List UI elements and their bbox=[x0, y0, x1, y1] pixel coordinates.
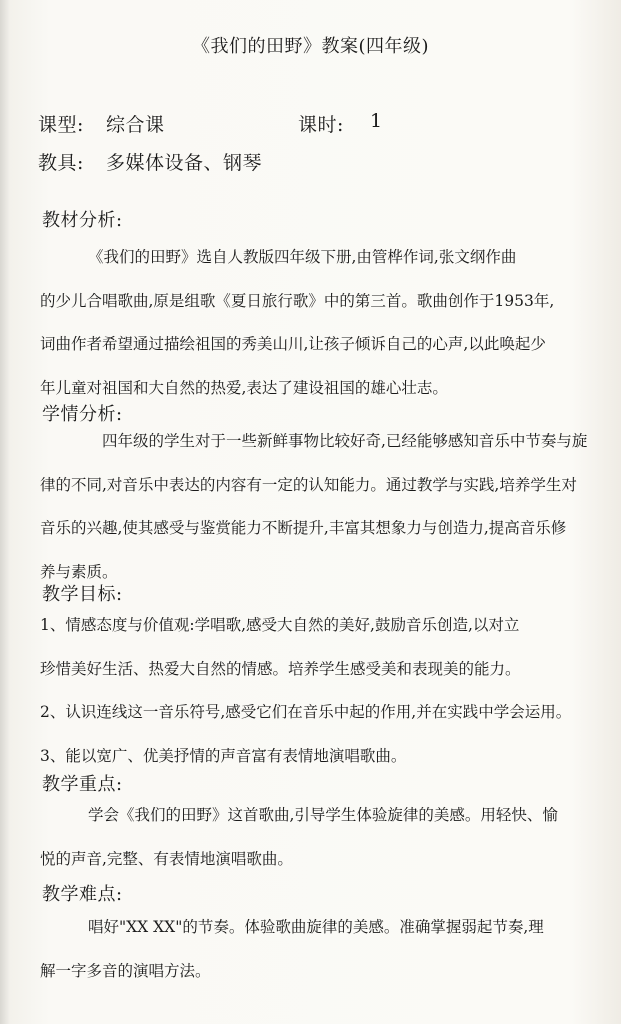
material-line: 《我们的田野》选自人教版四年级下册,由管桦作词,张文纲作曲 bbox=[88, 248, 517, 266]
difficult-point-line: 解一字多音的演唱方法。 bbox=[40, 961, 211, 980]
difficult-points-heading: 教学难点: bbox=[42, 884, 123, 905]
goals-heading: 教学目标: bbox=[42, 584, 123, 605]
goals-list bbox=[40, 604, 610, 778]
key-point-line: 学会《我们的田野》这首歌曲,引导学生体验旋律的美感。用轻快、愉 bbox=[88, 806, 558, 824]
material-heading: 教材分析: bbox=[42, 210, 123, 231]
page-edge-shadow bbox=[0, 0, 10, 1024]
key-point-line: 悦的声音,完整、有表情地演唱歌曲。 bbox=[40, 849, 293, 868]
difficult-points-paragraph bbox=[40, 906, 610, 993]
material-line: 年儿童对祖国和大自然的热爱,表达了建设祖国的雄心壮志。 bbox=[40, 378, 448, 397]
student-heading: 学情分析: bbox=[42, 404, 123, 425]
goal-line: 珍惜美好生活、热爱大自然的情感。培养学生感受美和表现美的能力。 bbox=[40, 659, 521, 678]
material-paragraph bbox=[40, 236, 610, 410]
goal-line: 2、认识连线这一音乐符号,感受它们在音乐中起的作用,并在实践中学会运用。 bbox=[40, 703, 572, 721]
goal-line: 3、能以宽广、优美抒情的声音富有表情地演唱歌曲。 bbox=[40, 746, 407, 765]
key-points-heading: 教学重点: bbox=[42, 774, 123, 795]
difficult-point-line: 唱好"XX XX"的节奏。体验歌曲旋律的美感。准确掌握弱起节奏,理 bbox=[88, 918, 544, 936]
student-paragraph bbox=[40, 420, 610, 594]
key-points-paragraph bbox=[40, 794, 610, 881]
student-line: 养与素质。 bbox=[40, 562, 118, 581]
material-line: 词曲作者希望通过描绘祖国的秀美山川,让孩子倾诉自己的心声,以此唤起少 bbox=[40, 335, 546, 353]
lesson-type-label: 课型: bbox=[38, 114, 84, 136]
student-line: 音乐的兴趣,使其感受与鉴赏能力不断提升,丰富其想象力与创造力,提高音乐修 bbox=[40, 519, 567, 537]
goal-line: 1、情感态度与价值观:学唱歌,感受大自然的美好,鼓励音乐创造,以对立 bbox=[40, 616, 520, 634]
material-line: 的少儿合唱歌曲,原是组歌《夏日旅行歌》中的第三首。歌曲创作于1953年, bbox=[40, 291, 555, 310]
hours-value: 1 bbox=[370, 110, 383, 132]
student-line: 四年级的学生对于一些新鲜事物比较好奇,已经能够感知音乐中节奏与旋 bbox=[102, 432, 588, 450]
hours-label: 课时: bbox=[298, 114, 344, 136]
student-line: 律的不同,对音乐中表达的内容有一定的认知能力。通过教学与实践,培养学生对 bbox=[40, 475, 577, 494]
page-title: 《我们的田野》教案(四年级) bbox=[191, 36, 430, 57]
tools-label: 教具: bbox=[38, 152, 84, 174]
tools-value: 多媒体设备、钢琴 bbox=[106, 152, 263, 174]
lesson-type-value: 综合课 bbox=[106, 114, 165, 136]
